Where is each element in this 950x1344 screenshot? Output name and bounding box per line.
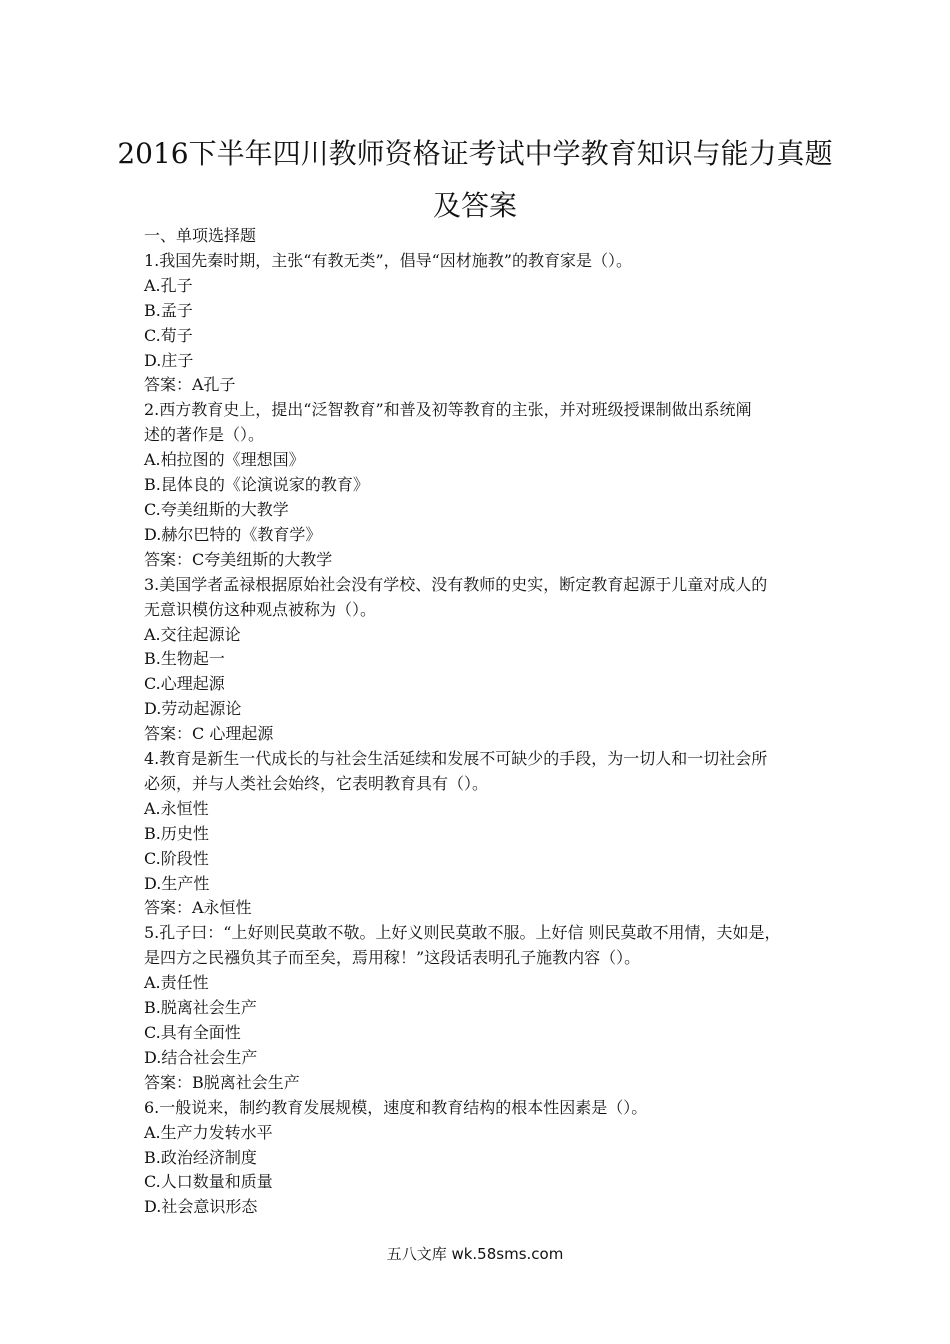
question-2-stem-line-1: 2.西方教育史上，提出“泛智教育”和普及初等教育的主张，并对班级授课制做出系统阐 <box>144 400 752 420</box>
question-1-answer: 答案：A孔子 <box>144 375 236 395</box>
document-body <box>144 224 824 1220</box>
document-title <box>0 128 950 232</box>
question-5-stem-line-2: 是四方之民襁负其子而至矣，焉用稼！”这段话表明孔子施教内容（）。 <box>144 948 641 968</box>
question-2-stem-line-2: 述的著作是（）。 <box>144 425 265 445</box>
section-heading: 一、单项选择题 <box>144 226 257 245</box>
question-1-option-c: C.荀子 <box>144 325 193 345</box>
question-6-option-b: B.政治经济制度 <box>144 1147 257 1167</box>
question-2-option-b: B.昆体良的《论演说家的教育》 <box>144 475 369 495</box>
footer-watermark: 五八文库 wk.58sms.com <box>386 1245 564 1263</box>
question-6-stem: 6.一般说来，制约教育发展规模，速度和教育结构的根本性因素是（）。 <box>144 1097 648 1117</box>
question-3-option-a: A.交往起源论 <box>144 624 241 644</box>
question-6-option-c: C.人口数量和质量 <box>144 1172 273 1192</box>
question-1-option-a: A.孔子 <box>144 275 193 295</box>
question-3-answer: 答案：C 心理起源 <box>144 724 274 744</box>
question-2-option-d: D.赫尔巴特的《教育学》 <box>144 524 322 544</box>
question-4-answer: 答案：A永恒性 <box>144 898 252 918</box>
question-2-option-a: A.柏拉图的《理想国》 <box>144 450 305 470</box>
question-3-option-d: D.劳动起源论 <box>144 699 242 719</box>
question-5-option-a: A.责任性 <box>144 973 209 993</box>
question-4-option-a: A.永恒性 <box>144 798 209 818</box>
question-1-stem: 1.我国先秦时期，主张“有教无类”，倡导“因材施教”的教育家是（）。 <box>144 250 632 270</box>
question-2-option-c: C.夸美纽斯的大教学 <box>144 499 289 519</box>
question-5-option-d: D.结合社会生产 <box>144 1047 258 1067</box>
question-4-stem-line-1: 4.教育是新生一代成长的与社会生活延续和发展不可缺少的手段，为一切人和一切社会所 <box>144 749 768 769</box>
question-2-answer: 答案：C夸美纽斯的大教学 <box>144 549 333 569</box>
question-6-option-d: D.社会意识形态 <box>144 1197 258 1217</box>
question-4-option-c: C.阶段性 <box>144 848 209 868</box>
question-4-option-d: D.生产性 <box>144 873 210 893</box>
question-1-option-d: D.庄子 <box>144 350 194 370</box>
question-4-stem-line-2: 必须，并与人类社会始终，它表明教育具有（）。 <box>144 773 489 793</box>
question-5-option-c: C.具有全面性 <box>144 1023 241 1042</box>
question-3-stem-line-1: 3.美国学者孟禄根据原始社会没有学校、没有教师的史实，断定教育起源于儿童对成人的 <box>144 574 768 594</box>
question-4-option-b: B.历史性 <box>144 823 209 843</box>
title-line-2: 及答案 <box>432 189 517 222</box>
question-5-option-b: B.脱离社会生产 <box>144 998 257 1018</box>
question-3-option-c: C.心理起源 <box>144 674 225 694</box>
question-1-option-b: B.孟子 <box>144 300 193 320</box>
question-3-option-b: B.生物起一 <box>144 649 225 669</box>
question-5-answer: 答案：B脱离社会生产 <box>144 1072 300 1092</box>
question-5-stem-line-1: 5.孔子曰：“上好则民莫敢不敬。上好义则民莫敢不服。上好信 则民莫敢不用情，夫如是， <box>144 923 781 943</box>
question-3-stem-line-2: 无意识模仿这种观点被称为（）。 <box>144 599 377 619</box>
title-line-1: 2016下半年四川教师资格证考试中学教育知识与能力真题 <box>117 137 833 170</box>
question-6-option-a: A.生产力发转水平 <box>144 1122 273 1142</box>
